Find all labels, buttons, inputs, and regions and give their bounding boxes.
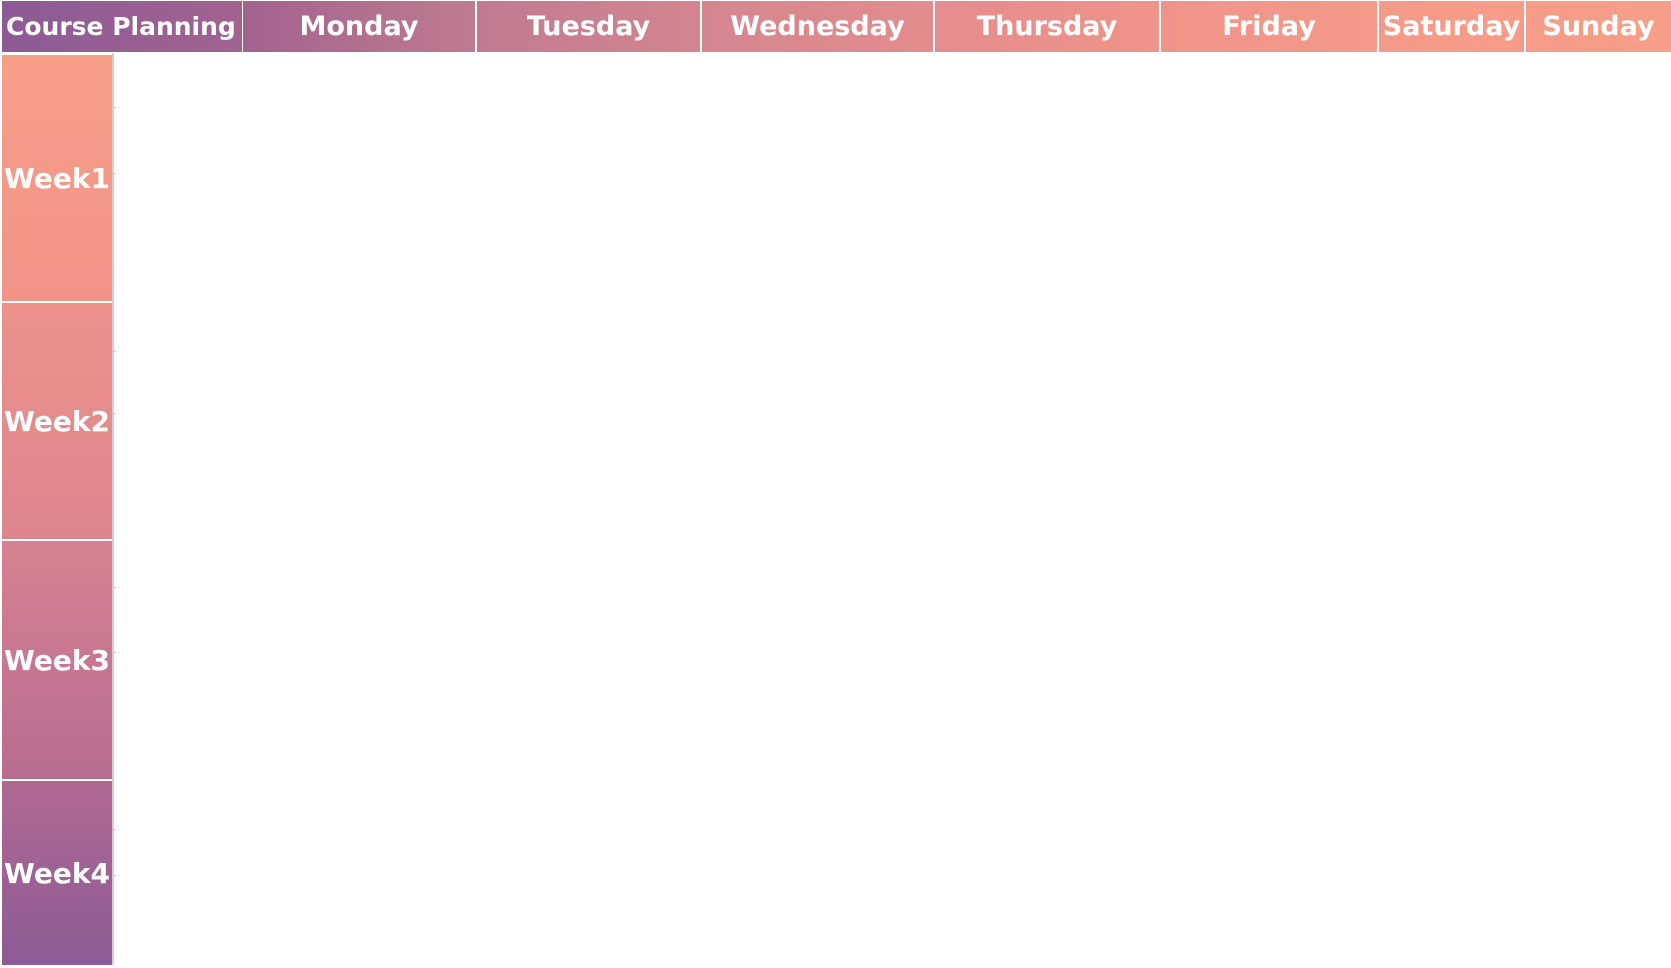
- day-header-friday: Friday: [1161, 1, 1377, 52]
- week-label-3: Week3: [2, 541, 112, 779]
- week-label-1: Week1: [2, 55, 112, 301]
- week-label-2: Week2: [2, 303, 112, 539]
- day-header-thursday: Thursday: [935, 1, 1159, 52]
- grid-tick: [112, 413, 116, 414]
- day-header-saturday: Saturday: [1379, 1, 1524, 52]
- grid-tick: [112, 875, 116, 876]
- grid-tick: [112, 652, 116, 653]
- grid-tick: [112, 173, 116, 174]
- schedule-grid[interactable]: [114, 53, 1671, 968]
- grid-tick: [112, 829, 116, 830]
- corner-cell-course-planning: Course Planning: [2, 1, 242, 52]
- day-header-monday: Monday: [243, 1, 475, 52]
- grid-tick: [112, 351, 116, 352]
- day-header-tuesday: Tuesday: [477, 1, 700, 52]
- header-row: [0, 0, 1671, 53]
- grid-tick: [112, 587, 116, 588]
- week-label-4: Week4: [2, 781, 112, 965]
- grid-tick: [112, 107, 116, 108]
- day-header-wednesday: Wednesday: [702, 1, 933, 52]
- day-header-sunday: Sunday: [1526, 1, 1671, 52]
